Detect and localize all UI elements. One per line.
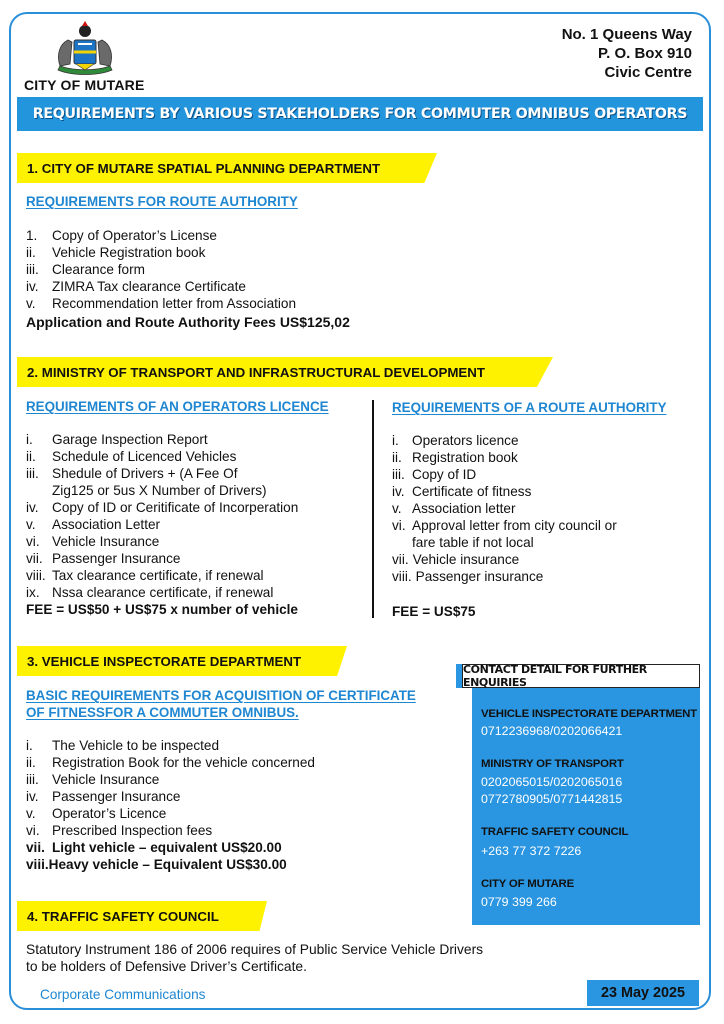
s3-subheading-line: BASIC REQUIREMENTS FOR ACQUISITION OF CERTIFICATE <box>26 688 416 703</box>
list-item: 1. Copy of Operator’s License <box>26 228 217 243</box>
list-item: iv. ZIMRA Tax clearance Certificate <box>26 279 246 294</box>
date-text: 23 May 2025 <box>600 985 685 1001</box>
s2-right-list <box>392 432 617 585</box>
s3-subheading <box>26 687 416 721</box>
contact-phone-com: 0779 399 266 <box>481 895 557 909</box>
contact-label-vid: VEHICLE INSPECTORATE DEPARTMENT <box>481 708 697 720</box>
list-item: vi. Prescribed Inspection fees <box>26 823 213 838</box>
list-item: viii. Tax clearance certificate, if renewal <box>26 568 264 583</box>
contact-phone-mot-1: 0202065015/0202065016 <box>481 775 623 789</box>
s1-fee: Application and Route Authority Fees US$125,02 <box>26 314 350 330</box>
list-item: i. The Vehicle to be inspected <box>26 738 220 753</box>
address-line: Civic Centre <box>604 64 692 81</box>
list-item: vi. Approval letter from city council or <box>392 518 617 533</box>
text-line: Statutory Instrument 186 of 2006 requires of Public Service Vehicle Drivers <box>26 942 484 957</box>
list-item: iv. Passenger Insurance <box>26 789 181 804</box>
s4-body-text <box>26 941 483 975</box>
city-name: CITY OF MUTARE <box>24 77 145 93</box>
list-item: iii. Vehicle Insurance <box>26 772 160 787</box>
contact-phone-vid: 0712236968/0202066421 <box>481 724 623 738</box>
list-item: viii. Heavy vehicle – Equivalent US$30.00 <box>26 857 287 872</box>
city-crest-logo <box>52 20 118 78</box>
s2-left-subheading: REQUIREMENTS OF AN OPERATORS LICENCE <box>26 399 329 414</box>
contact-phone-tsc: +263 77 372 7226 <box>481 844 582 858</box>
section-1-heading <box>17 153 437 183</box>
list-item: iii. Copy of ID <box>392 467 477 482</box>
list-item: v. Recommendation letter from Association <box>26 296 297 311</box>
list-item: ii. Registration Book for the vehicle concerned <box>26 755 315 770</box>
page-title: REQUIREMENTS BY VARIOUS STAKEHOLDERS FOR COMMUTER OMNIBUS OPERATORS <box>32 106 688 122</box>
s1-list <box>26 227 296 312</box>
list-item: iii. Clearance form <box>26 262 145 277</box>
section-title: 4. TRAFFIC SAFETY COUNCIL <box>27 908 219 924</box>
list-item: vii. Vehicle insurance <box>392 552 520 567</box>
list-item: fare table if not local <box>412 535 534 550</box>
list-item: v. Operator’s Licence <box>26 806 167 821</box>
date-badge <box>587 980 699 1006</box>
list-item: i. Garage Inspection Report <box>26 432 208 447</box>
contact-label-com: CITY OF MUTARE <box>481 878 574 890</box>
footer-department: Corporate Communications <box>40 987 206 1002</box>
s2-left-fee: FEE = US$50 + US$75 x number of vehicle <box>26 602 298 617</box>
list-item: ii. Schedule of Licenced Vehicles <box>26 449 237 464</box>
address-line: P. O. Box 910 <box>598 45 692 62</box>
list-item: ii. Vehicle Registration book <box>26 245 206 260</box>
address-block <box>562 25 692 82</box>
section-title: 3. VEHICLE INSPECTORATE DEPARTMENT <box>27 653 302 669</box>
s1-subheading: REQUIREMENTS FOR ROUTE AUTHORITY <box>26 194 298 209</box>
text-line: to be holders of Defensive Driver’s Certificate. <box>26 959 307 974</box>
contact-label-mot: MINISTRY OF TRANSPORT <box>481 758 624 770</box>
list-item: iv. Certificate of fitness <box>392 484 532 499</box>
contact-phone-mot-2: 0772780905/0771442815 <box>481 792 623 806</box>
s2-right-fee: FEE = US$75 <box>392 604 476 619</box>
address-line: No. 1 Queens Way <box>561 26 692 43</box>
list-item: iii. Shedule of Drivers + (A Fee Of <box>26 466 238 481</box>
list-item: i. Operators licence <box>392 433 519 448</box>
list-item: vi. Vehicle Insurance <box>26 534 160 549</box>
contact-heading: CONTACT DETAIL FOR FURTHER ENQUIRIES <box>462 664 700 688</box>
list-item: viii. Passenger insurance <box>392 569 544 584</box>
list-item: vii. Light vehicle – equivalent US$20.00 <box>26 840 282 855</box>
list-item: Zig125 or 5us X Number of Drivers) <box>52 483 267 498</box>
section-3-heading <box>17 646 347 676</box>
list-item: ix. Nssa clearance certificate, if renewal <box>26 585 274 600</box>
s2-right-subheading: REQUIREMENTS OF A ROUTE AUTHORITY <box>392 400 667 415</box>
list-item: v. Association letter <box>392 501 516 516</box>
s3-subheading-line: OF FITNESSFOR A COMMUTER OMNIBUS. <box>26 705 299 720</box>
s3-list <box>26 737 315 873</box>
section-4-heading <box>17 901 267 931</box>
list-item: vii. Passenger Insurance <box>26 551 181 566</box>
page-title-banner <box>17 97 703 131</box>
section-2-heading <box>17 357 553 387</box>
list-item: iv. Copy of ID or Ceritificate of Incorperation <box>26 500 299 515</box>
contact-label-tsc: TRAFFIC SAFETY COUNCIL <box>481 826 629 838</box>
list-item: v. Association Letter <box>26 517 161 532</box>
s2-left-list <box>26 431 298 601</box>
section-title: 1. CITY OF MUTARE SPATIAL PLANNING DEPARTMENT <box>27 160 381 176</box>
list-item: ii. Registration book <box>392 450 518 465</box>
section-title: 2. MINISTRY OF TRANSPORT AND INFRASTRUCTURAL DEVELOPMENT <box>27 364 486 380</box>
column-divider <box>372 400 374 618</box>
